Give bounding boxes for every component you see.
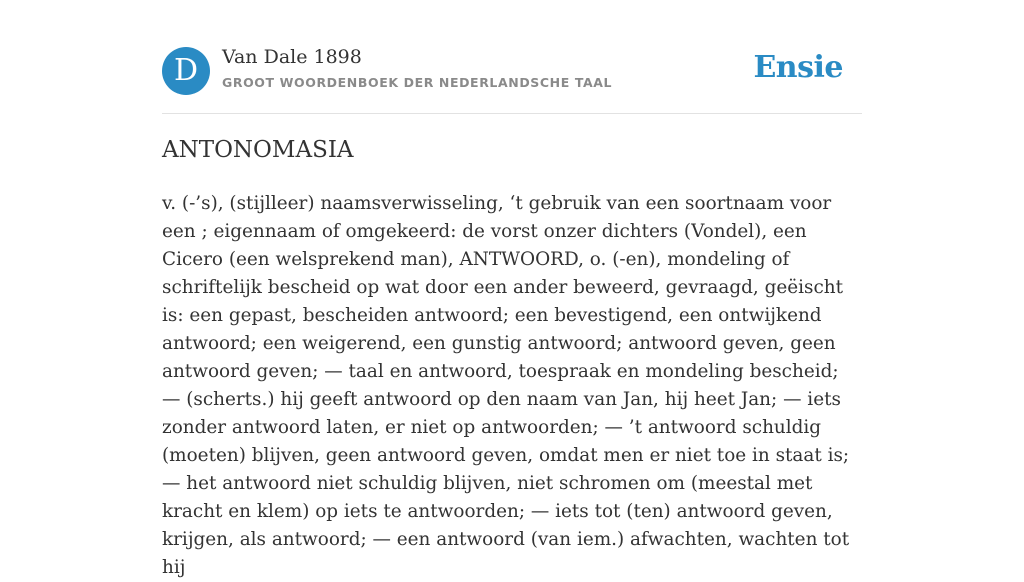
ensie-logo[interactable]: Ensie <box>753 50 843 85</box>
source-subtitle: GROOT WOORDENBOEK DER NEDERLANDSCHE TAAL <box>222 75 613 90</box>
source-title[interactable]: Van Dale 1898 <box>222 46 362 68</box>
header-divider <box>162 113 862 114</box>
entry-card <box>162 0 862 578</box>
entry-definition: v. (-’s), (stijlleer) naamsverwisseling, ‘t gebruik van een soortnaam voor een ; eigennaam of omgekeerd: de vorst onzer dichters (Vondel), een Cicero (een welsprekend man), ANTWOORD, o. (-en), mondeling of schriftelijk bescheid op wat door een ander beweerd, gevraagd, geëischt is: een gepast, bescheiden antwoord; een bevestigend, een ontwijkend antwoord; een weigerend, een gunstig antwoord; antwoord geven, geen antwoord geven; — taal en antwoord, toespraak en mondeling bescheid; — (scherts.) hij geeft antwoord op den naam van Jan, hij heet Jan; — iets zonder antwoord laten, er niet op antwoorden; — ’t antwoord schuldig (moeten) blijven, geen antwoord geven, omdat men er niet toe in staat is; — het antwoord niet schuldig blijven, niet schromen om (meestal met kracht en klem) op iets te antwoorden; — iets tot (ten) antwoord geven, krijgen, als antwoord; — een antwoord (van iem.) afwachten, wachten tot hij <box>162 193 850 578</box>
source-header <box>162 46 862 96</box>
source-avatar: D <box>162 47 210 95</box>
entry-title: ANTONOMASIA <box>162 137 354 163</box>
